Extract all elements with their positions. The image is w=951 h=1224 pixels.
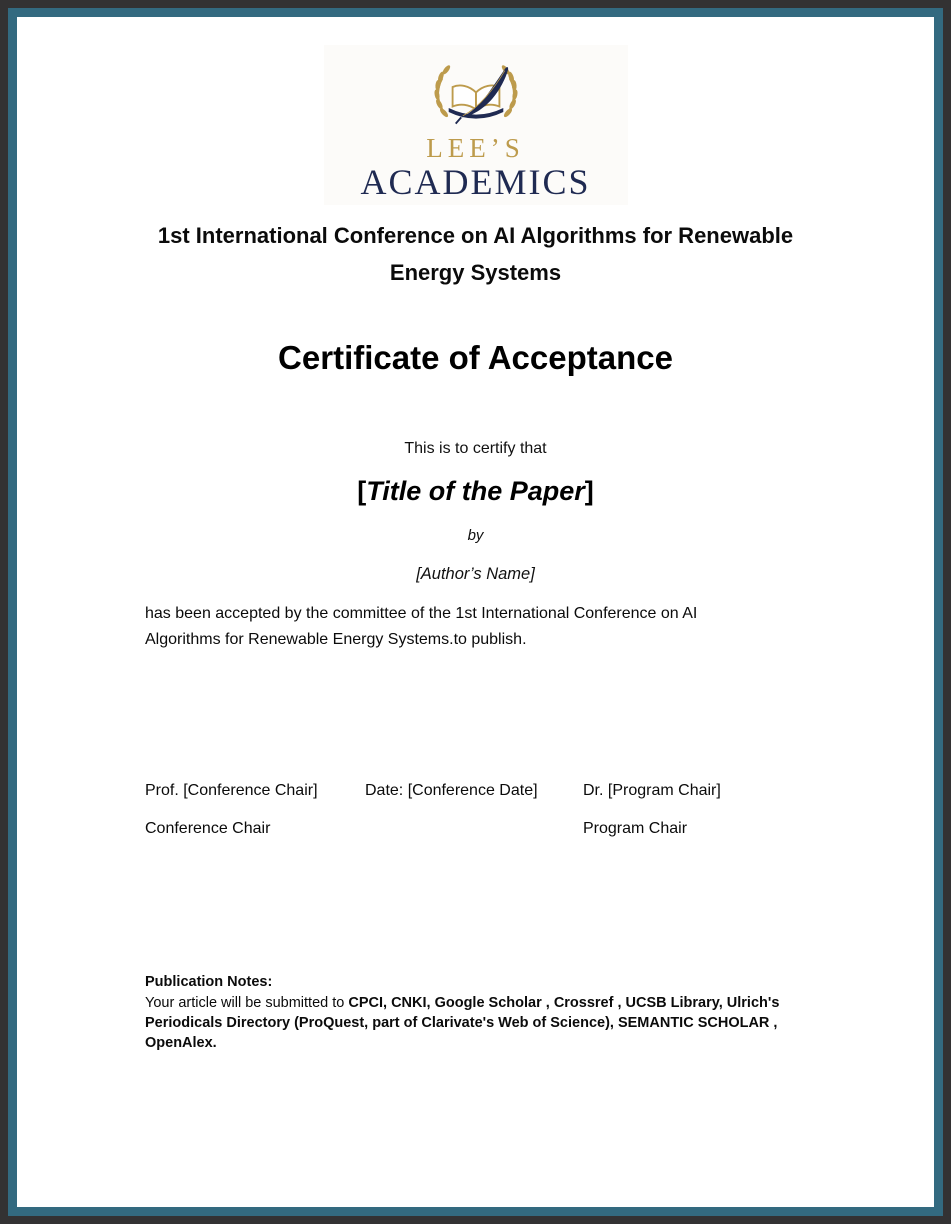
organization-logo xyxy=(324,45,628,205)
conference-chair-name: Prof. [Conference Chair] xyxy=(145,782,318,799)
certificate-page xyxy=(17,17,934,1207)
conference-chair-role: Conference Chair xyxy=(145,820,271,837)
publication-notes-heading: Publication Notes: xyxy=(145,974,273,990)
paper-title-placeholder xyxy=(145,473,806,509)
book-quill-laurel-icon xyxy=(401,55,551,133)
certificate-heading: Certificate of Acceptance xyxy=(278,339,673,376)
publication-notes xyxy=(145,972,806,1053)
certify-line: This is to certify that xyxy=(404,440,547,457)
logo-text-academics: ACADEMICS xyxy=(360,162,591,202)
program-chair-role: Program Chair xyxy=(583,820,688,837)
certificate-inner-border xyxy=(8,8,943,1216)
signature-block xyxy=(145,781,806,839)
paper-title-open-bracket: [ xyxy=(357,476,367,506)
conference-title: 1st International Conference on AI Algorithms for Renewable Energy Systems xyxy=(157,223,794,285)
publication-notes-indexers: CPCI, CNKI, Google Scholar , Crossref , UCSB Library, Ulrich's Periodicals Directory (ProQuest, part of Clarivate's Web of Science), SEMANTIC SCHOLAR , OpenAlex. xyxy=(145,995,780,1051)
acceptance-statement: has been accepted by the committee of the 1st International Conference on AI Algorithms for Renewable Energy Systems.to publish. xyxy=(145,605,698,648)
program-chair-name: Dr. [Program Chair] xyxy=(583,782,721,799)
publication-notes-prefix: Your article will be submitted to xyxy=(145,995,349,1011)
conference-date: Date: [Conference Date] xyxy=(365,782,538,799)
logo-text-lees: LEE’S xyxy=(426,133,525,163)
by-label: by xyxy=(467,527,484,544)
author-placeholder: [Author’s Name] xyxy=(416,565,535,583)
publication-notes-body xyxy=(145,993,806,1053)
paper-title-text: Title of the Paper xyxy=(366,476,585,506)
signature-spacer xyxy=(365,819,583,839)
paper-title-close-bracket: ] xyxy=(584,476,594,506)
